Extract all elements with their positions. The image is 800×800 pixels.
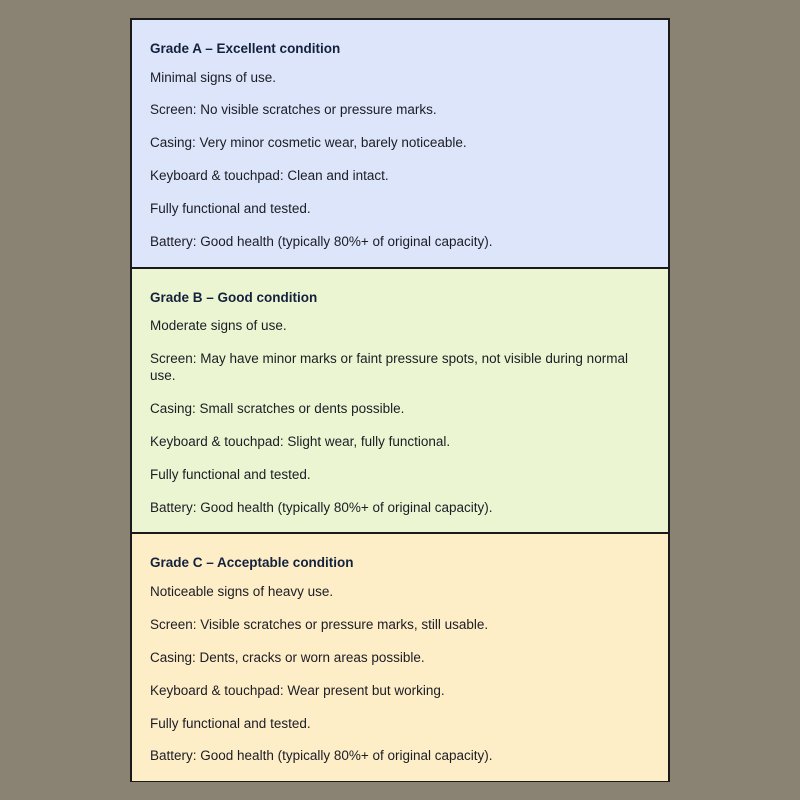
grade-a-line-5: Fully functional and tested. [150, 201, 311, 217]
grade-b-line-3: Casing: Small scratches or dents possible. [150, 400, 405, 416]
grade-a-line-2: Screen: No visible scratches or pressure marks. [150, 102, 437, 118]
grade-a-line-6: Battery: Good health (typically 80%+ of original capacity). [150, 233, 493, 249]
grade-c-line-6: Battery: Good health (typically 80%+ of original capacity). [150, 748, 493, 764]
grade-block-c [132, 534, 668, 781]
grade-c-line-4: Keyboard & touchpad: Wear present but working. [150, 682, 445, 698]
grade-a-line-1: Minimal signs of use. [150, 69, 277, 85]
grade-b-line-4: Keyboard & touchpad: Slight wear, fully functional. [150, 433, 451, 449]
grade-a-line-4: Keyboard & touchpad: Clean and intact. [150, 168, 389, 184]
grade-c-line-2: Screen: Visible scratches or pressure marks, still usable. [150, 616, 489, 632]
grade-c-title: Grade C – Acceptable condition [150, 555, 354, 571]
grade-c-line-5: Fully functional and tested. [150, 715, 311, 731]
grade-b-title: Grade B – Good condition [150, 289, 318, 305]
grade-c-line-1: Noticeable signs of heavy use. [150, 584, 334, 600]
grade-block-a [132, 20, 668, 269]
grade-a-line-3: Casing: Very minor cosmetic wear, barely noticeable. [150, 135, 467, 151]
condition-grades-sheet [130, 18, 670, 782]
grade-b-line-5: Fully functional and tested. [150, 466, 311, 482]
grade-b-line-2: Screen: May have minor marks or faint pressure spots, not visible during normal use. [150, 351, 628, 384]
grade-block-b [132, 269, 668, 535]
grade-a-title: Grade A – Excellent condition [150, 41, 341, 56]
grade-b-line-6: Battery: Good health (typically 80%+ of original capacity). [150, 499, 493, 515]
grade-b-line-1: Moderate signs of use. [150, 318, 287, 334]
grade-c-line-3: Casing: Dents, cracks or worn areas possible. [150, 649, 425, 665]
